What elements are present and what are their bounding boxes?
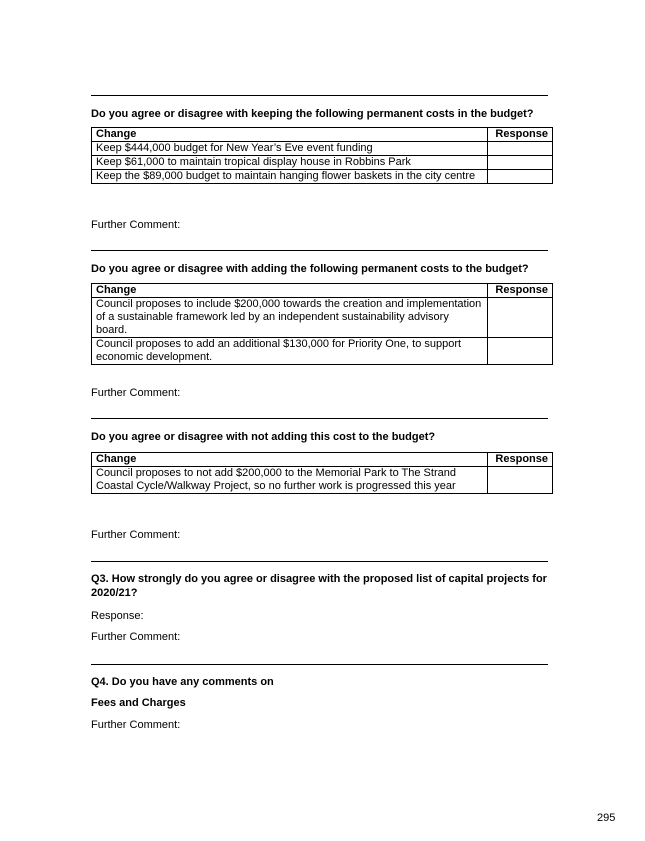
further-comment-label: Further Comment:	[91, 631, 181, 643]
change-cell: Keep the $89,000 budget to maintain hanging flower baskets in the city centre	[92, 170, 488, 184]
section-3-question: Do you agree or disagree with not adding this cost to the budget?	[91, 431, 436, 443]
further-comment-label: Further Comment:	[91, 219, 181, 231]
response-label: Response:	[91, 610, 144, 622]
response-cell[interactable]	[488, 142, 553, 156]
change-header: Change	[92, 128, 488, 142]
change-cell: Keep $444,000 budget for New Year’s Eve event funding	[92, 142, 488, 156]
section-2-table	[91, 283, 553, 365]
table-row	[92, 338, 553, 365]
change-cell: Council proposes to include $200,000 towards the creation and implementation of a sustainable framework led by an independent sustainability advisory board.	[92, 298, 488, 338]
section-divider	[91, 95, 548, 96]
table-row	[92, 170, 553, 184]
response-header: Response	[488, 453, 553, 467]
table-row	[92, 298, 553, 338]
table-row	[92, 142, 553, 156]
change-cell: Council proposes to add an additional $130,000 for Priority One, to support economic development.	[92, 338, 488, 365]
response-cell[interactable]	[488, 298, 553, 338]
q4-question: Q4. Do you have any comments on	[91, 676, 274, 688]
further-comment-label: Further Comment:	[91, 529, 181, 541]
change-header: Change	[92, 284, 488, 298]
response-cell[interactable]	[488, 156, 553, 170]
change-cell: Keep $61,000 to maintain tropical display house in Robbins Park	[92, 156, 488, 170]
table-row	[92, 156, 553, 170]
table-row	[92, 467, 553, 494]
further-comment-label: Further Comment:	[91, 719, 181, 731]
q4-subheading: Fees and Charges	[91, 697, 186, 709]
change-header: Change	[92, 453, 488, 467]
table-header-row	[92, 284, 553, 298]
section-3-table	[91, 452, 553, 494]
section-divider	[91, 418, 548, 419]
section-2-question: Do you agree or disagree with adding the following permanent costs to the budget?	[91, 263, 529, 275]
response-header: Response	[488, 128, 553, 142]
q3-question: Q3. How strongly do you agree or disagree with the proposed list of capital projects for 2020/21?	[91, 573, 547, 599]
section-divider	[91, 561, 548, 562]
response-cell[interactable]	[488, 170, 553, 184]
response-cell[interactable]	[488, 467, 553, 494]
section-divider	[91, 250, 548, 251]
table-header-row	[92, 453, 553, 467]
response-header: Response	[488, 284, 553, 298]
further-comment-label: Further Comment:	[91, 387, 181, 399]
section-divider	[91, 664, 548, 665]
response-cell[interactable]	[488, 338, 553, 365]
section-1-table	[91, 127, 553, 184]
section-1-question: Do you agree or disagree with keeping the following permanent costs in the budget?	[91, 108, 534, 120]
table-header-row	[92, 128, 553, 142]
change-cell: Council proposes to not add $200,000 to the Memorial Park to The Strand Coastal Cycle/Walkway Project, so no further work is progressed this year	[92, 467, 488, 494]
page-number: 295	[597, 812, 616, 824]
